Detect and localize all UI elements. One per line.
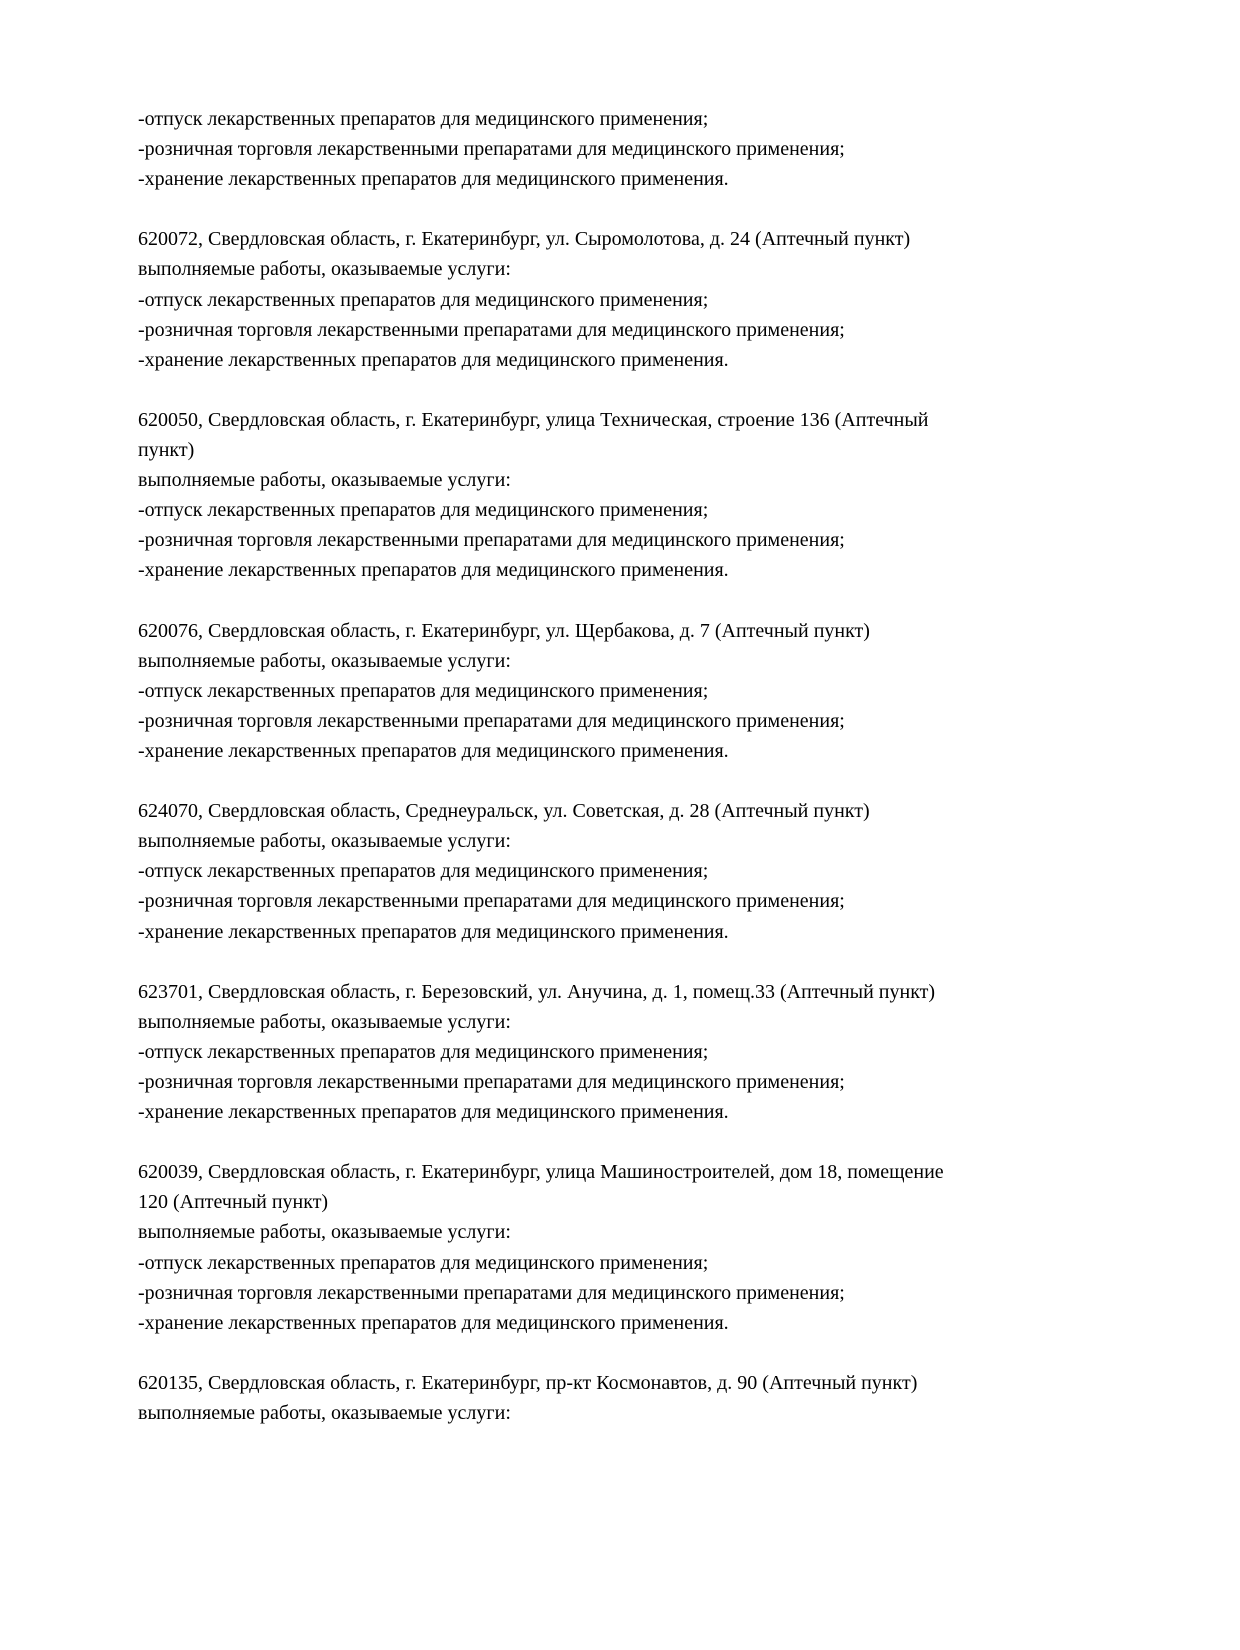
entry-address-line: 620039, Свердловская область, г. Екатеринбург, улица Машиностроителей, дом 18, помещение [138, 1161, 944, 1184]
services-header: выполняемые работы, оказываемые услуги: [138, 469, 511, 492]
service-line: -отпуск лекарственных препаратов для медицинского применения; [138, 1251, 709, 1274]
service-line: -отпуск лекарственных препаратов для медицинского применения; [138, 499, 709, 522]
service-line: -отпуск лекарственных препаратов для медицинского применения; [138, 1040, 709, 1063]
service-line: -хранение лекарственных препаратов для медицинского применения. [138, 1101, 729, 1124]
service-line: -отпуск лекарственных препаратов для медицинского применения; [138, 860, 709, 883]
entry-address-line: 620076, Свердловская область, г. Екатеринбург, ул. Щербакова, д. 7 (Аптечный пункт) [138, 619, 870, 642]
entry-address-line: 620072, Свердловская область, г. Екатеринбург, ул. Сыромолотова, д. 24 (Аптечный пункт) [138, 228, 911, 251]
document-content [138, 104, 1113, 1428]
services-header: выполняемые работы, оказываемые услуги: [138, 1221, 511, 1244]
service-line: -розничная торговля лекарственными препаратами для медицинского применения; [138, 1071, 845, 1093]
license-entry [138, 405, 1113, 586]
service-line: -розничная торговля лекарственными препаратами для медицинского применения; [138, 138, 845, 161]
service-line: -хранение лекарственных препаратов для медицинского применения. [138, 920, 729, 943]
service-line: -хранение лекарственных препаратов для медицинского применения. [138, 348, 729, 371]
entry-address-line: 120 (Аптечный пункт) [138, 1191, 329, 1214]
entry-address-line: 624070, Свердловская область, Среднеуральск, ул. Советская, д. 28 (Аптечный пункт) [138, 800, 870, 823]
services-header: выполняемые работы, оказываемые услуги: [138, 258, 511, 281]
services-header: выполняемые работы, оказываемые услуги: [138, 830, 511, 853]
service-line: -отпуск лекарственных препаратов для медицинского применения; [138, 288, 709, 311]
service-line: -розничная торговля лекарственными препаратами для медицинского применения; [138, 709, 845, 732]
services-header: выполняемые работы, оказываемые услуги: [138, 1010, 511, 1033]
services-continuation-block [138, 104, 1113, 194]
entry-address-line: пункт) [138, 439, 195, 462]
entry-address-line: 620050, Свердловская область, г. Екатеринбург, улица Техническая, строение 136 (Аптечный [138, 408, 929, 431]
service-line: -хранение лекарственных препаратов для медицинского применения. [138, 559, 729, 582]
service-line: -розничная торговля лекарственными препаратами для медицинского применения; [138, 1281, 845, 1304]
service-line: -отпуск лекарственных препаратов для медицинского применения; [138, 679, 709, 702]
entry-address-line: 620135, Свердловская область, г. Екатеринбург, пр-кт Космонавтов, д. 90 (Аптечный пункт) [138, 1371, 918, 1394]
license-entry [138, 796, 1113, 946]
license-entry [138, 977, 1113, 1127]
license-entry [138, 616, 1113, 766]
license-entry [138, 224, 1113, 374]
license-entry [138, 1368, 1113, 1428]
service-line: -отпуск лекарственных препаратов для медицинского применения; [138, 108, 709, 130]
services-header: выполняемые работы, оказываемые услуги: [138, 1402, 511, 1425]
service-line: -хранение лекарственных препаратов для медицинского применения. [138, 168, 729, 191]
services-header: выполняемые работы, оказываемые услуги: [138, 649, 511, 672]
service-line: -розничная торговля лекарственными препаратами для медицинского применения; [138, 529, 845, 552]
service-line: -хранение лекарственных препаратов для медицинского применения. [138, 739, 729, 762]
entry-address-line: 623701, Свердловская область, г. Березовский, ул. Анучина, д. 1, помещ.33 (Аптечный пункт) [138, 980, 936, 1003]
service-line: -розничная торговля лекарственными препаратами для медицинского применения; [138, 890, 845, 913]
service-line: -розничная торговля лекарственными препаратами для медицинского применения; [138, 318, 845, 341]
license-entry [138, 1157, 1113, 1338]
service-line: -хранение лекарственных препаратов для медицинского применения. [138, 1311, 729, 1334]
